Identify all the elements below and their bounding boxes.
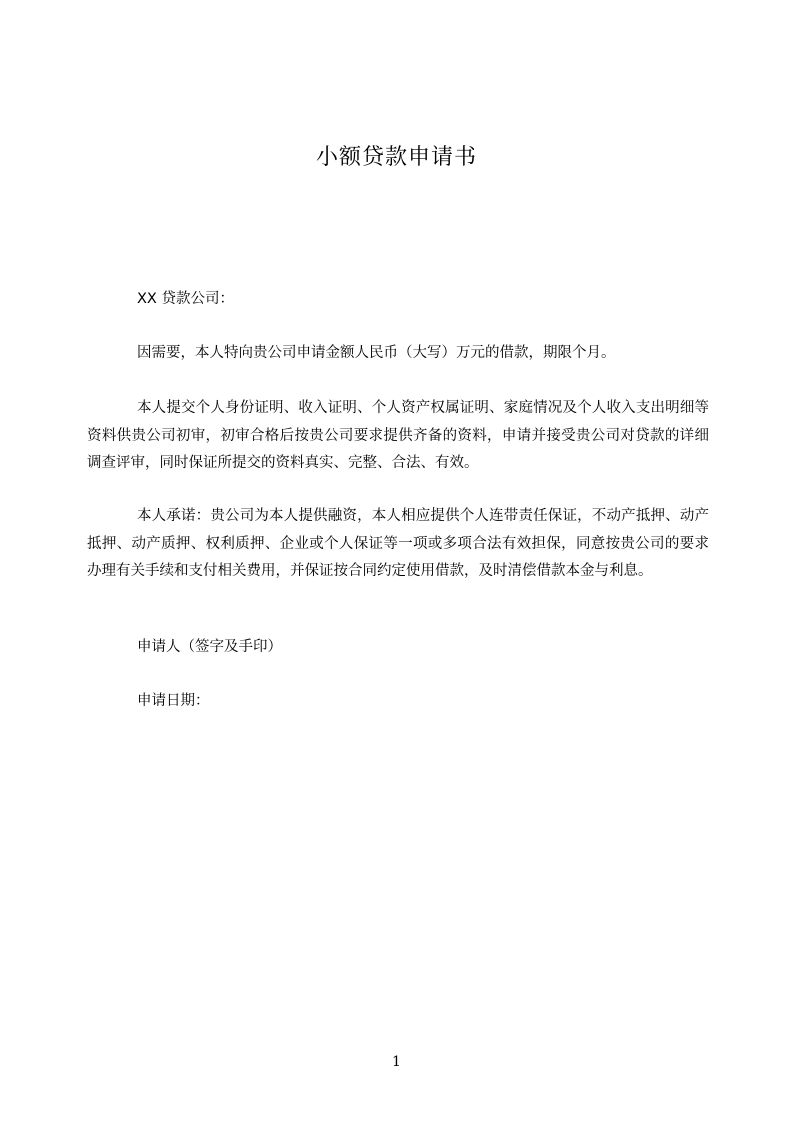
paragraph-commitment: 本人承诺：贵公司为本人提供融资，本人相应提供个人连带责任保证，不动产抵押、动产抵押、动产质押、权利质押、企业或个人保证等一项或多项合法有效担保，同意按贵公司的要求办理有关手续和支付相关费用，并保证按合同约定使用借款，及时清偿借款本金与利息。 bbox=[87, 508, 709, 579]
document-title: 小额贷款申请书 bbox=[315, 145, 477, 170]
application-date-label: 申请日期： bbox=[137, 693, 210, 709]
paragraph-materials: 本人提交个人身份证明、收入证明、个人资产权属证明、家庭情况及个人收入支出明细等资料供贵公司初审，初审合格后按贵公司要求提供齐备的资料，申请并接受贵公司对贷款的详细调查评审，同时保证所提交的资料真实、完整、合法、有效。 bbox=[87, 400, 709, 471]
applicant-signature-label: 申请人（签字及手印） bbox=[137, 639, 282, 655]
salutation: XX 贷款公司： bbox=[137, 291, 234, 307]
paragraph-request: 因需要，本人特向贵公司申请金额人民币（大写）万元的借款，期限个月。 bbox=[137, 345, 616, 361]
page-number: 1 bbox=[392, 1054, 401, 1070]
